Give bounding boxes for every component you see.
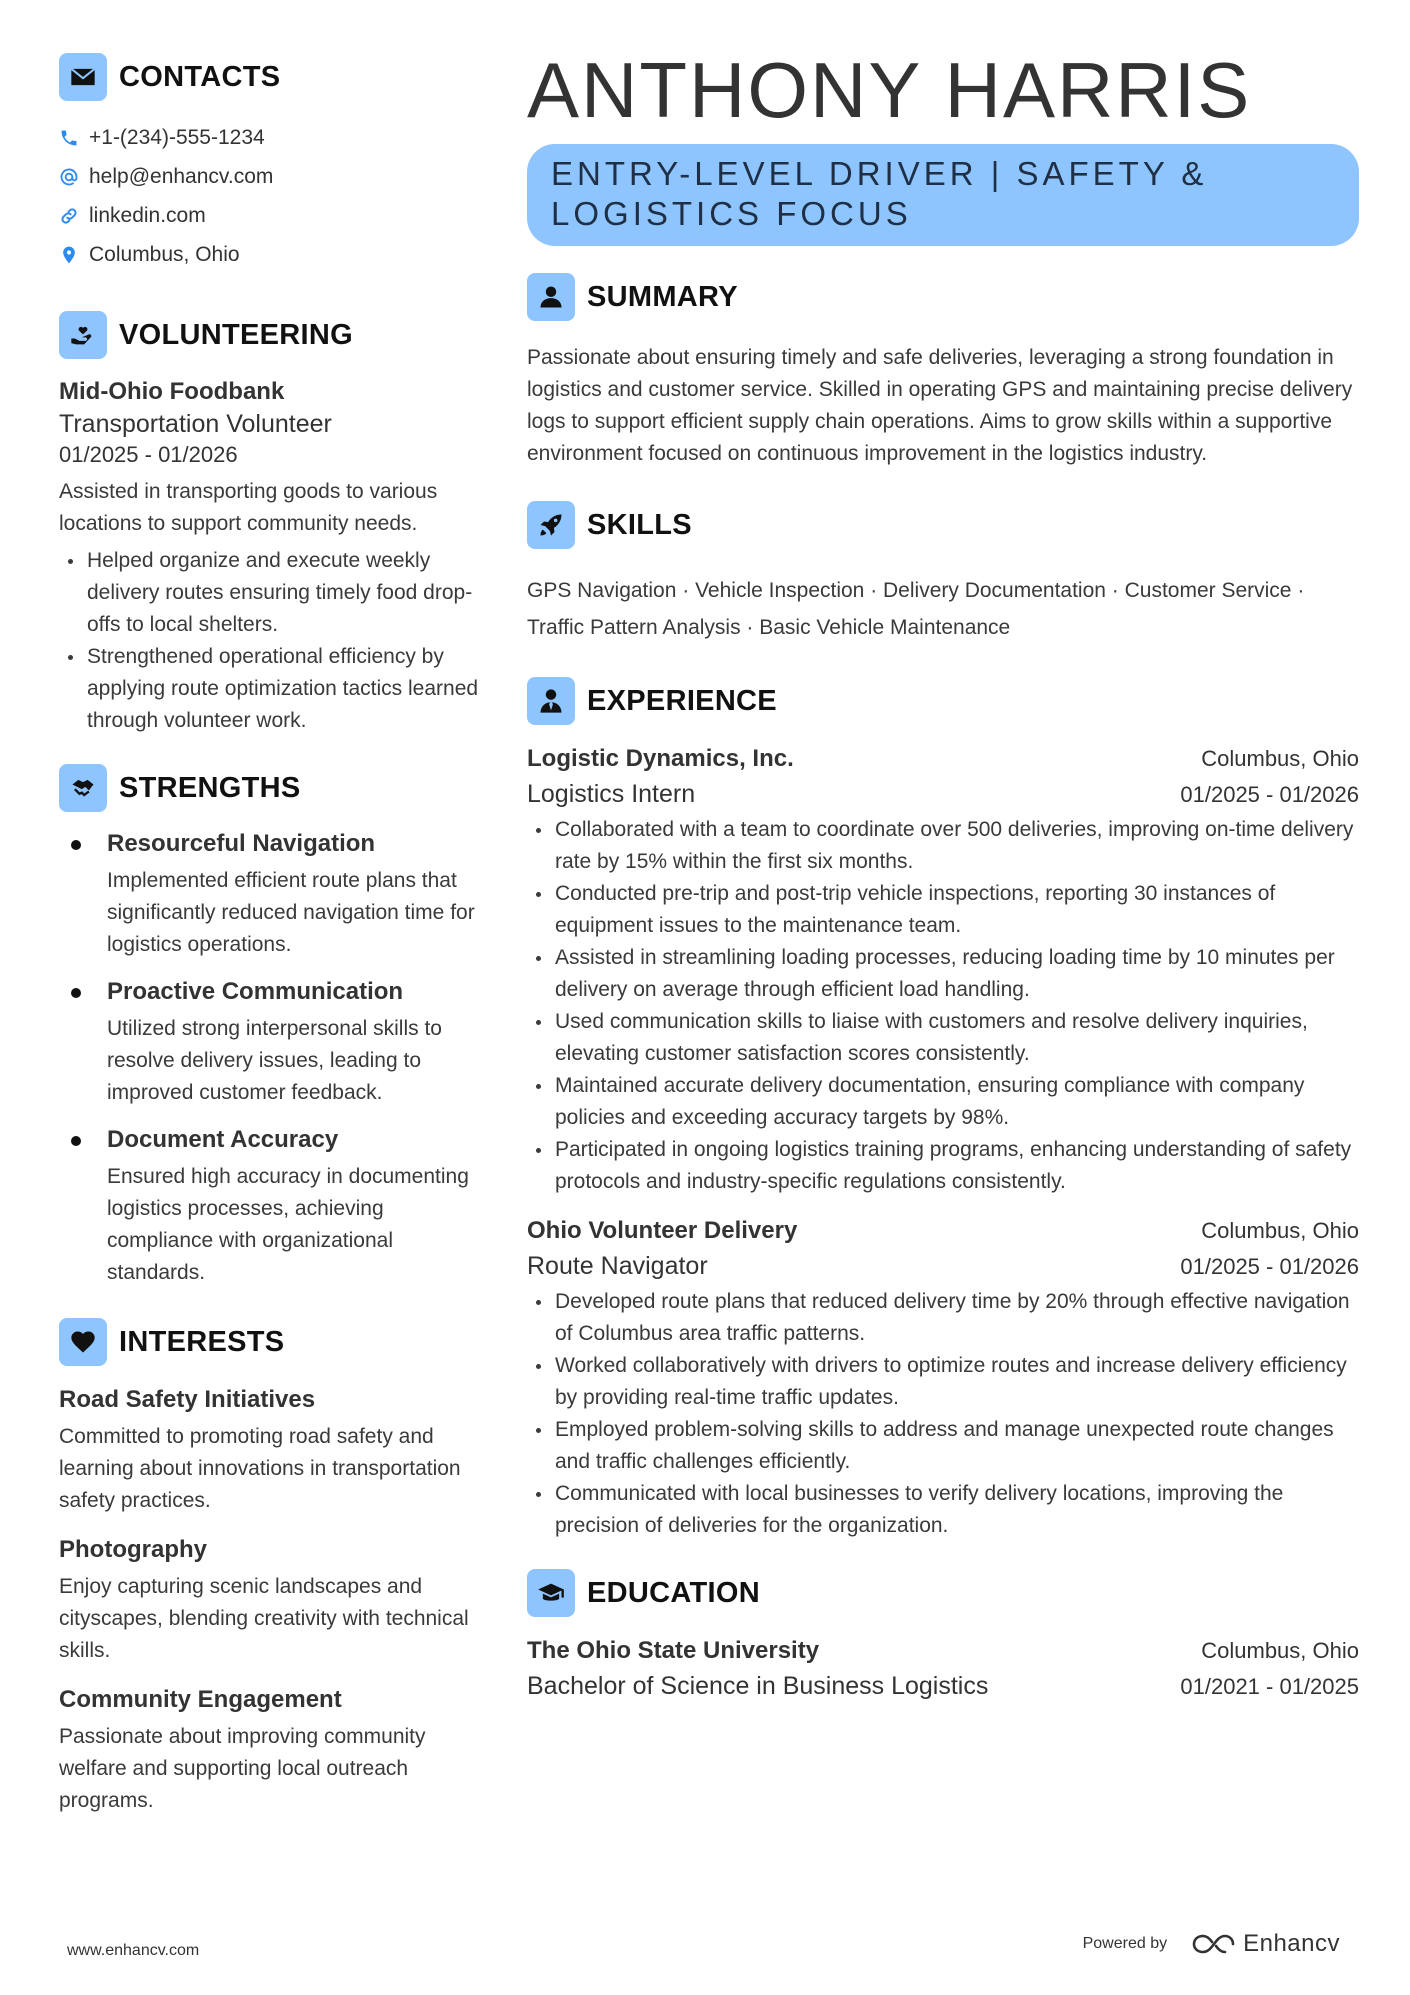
interest-description: Committed to promoting road safety and learning about innovations in transportation safety practices. <box>59 1425 461 1512</box>
job-row <box>527 776 1359 812</box>
education-degree: Bachelor of Science in Business Logistics <box>527 1672 989 1700</box>
contact-linkedin-text: linkedin.com <box>89 203 206 227</box>
interest-item <box>59 1683 479 1817</box>
hand-heart-icon <box>59 311 107 359</box>
job-title: Logistics Intern <box>527 780 696 808</box>
map-pin-icon <box>59 245 89 265</box>
list-item: Conducted pre-trip and post-trip vehicle inspections, reporting 30 instances of equipment issues to the maintenance team. <box>527 878 1359 942</box>
strengths-section <box>59 763 479 1289</box>
job-company: Ohio Volunteer Delivery <box>527 1217 798 1244</box>
section-title: INTERESTS <box>119 1325 285 1358</box>
skills-header <box>527 500 1359 550</box>
strength-title: Proactive Communication <box>59 975 479 1009</box>
volunteer-description: Assisted in transporting goods to various locations to support community needs. <box>59 480 438 535</box>
list-item: Assisted in streamlining loading processes, reducing loading time by 10 minutes per delivery on average through efficient load handling. <box>527 942 1359 1006</box>
section-title: SUMMARY <box>587 280 738 313</box>
education-header <box>527 1568 1359 1618</box>
list-item: Developed route plans that reduced delivery time by 20% through effective navigation of Columbus area traffic patterns. <box>527 1286 1359 1350</box>
education-school: The Ohio State University <box>527 1637 820 1664</box>
footer-website-link[interactable]: www.enhancv.com <box>67 1942 200 1959</box>
interest-description: Enjoy capturing scenic landscapes and cityscapes, blending creativity with technical skills. <box>59 1575 469 1662</box>
volunteer-dates: 01/2025 - 01/2026 <box>59 442 238 467</box>
left-column <box>59 52 479 1817</box>
phone-icon <box>59 128 89 148</box>
volunteering-section <box>59 310 479 737</box>
volunteer-role: Transportation Volunteer <box>59 410 332 438</box>
education-row <box>527 1668 1359 1704</box>
rocket-icon <box>527 501 575 549</box>
section-title: VOLUNTEERING <box>119 318 353 351</box>
job-bullets <box>527 1286 1359 1542</box>
volunteering-header <box>59 310 479 360</box>
skills-line: Traffic Pattern Analysis · Basic Vehicle Maintenance <box>527 616 1011 639</box>
powered-by-label: Powered by <box>1082 1935 1168 1952</box>
list-item: Employed problem-solving skills to address and manage unexpected route changes and traffic challenges efficiently. <box>527 1414 1359 1478</box>
strength-description: Utilized strong interpersonal skills to resolve delivery issues, leading to improved customer feedback. <box>107 1017 442 1104</box>
section-title: CONTACTS <box>119 60 281 93</box>
interests-header <box>59 1317 479 1367</box>
contact-linkedin[interactable] <box>59 196 479 235</box>
job-entry <box>527 1214 1359 1542</box>
education-row <box>527 1634 1359 1668</box>
interest-title: Community Engagement <box>59 1686 342 1713</box>
skills-line: GPS Navigation · Vehicle Inspection · Delivery Documentation · Customer Service · <box>527 579 1305 602</box>
footer-powered-by[interactable] <box>1083 1930 1340 1958</box>
contact-email[interactable] <box>59 157 479 196</box>
education-entry <box>527 1634 1359 1704</box>
summary-section <box>527 272 1359 470</box>
job-dates: 01/2025 - 01/2026 <box>1180 1254 1359 1279</box>
volunteer-org: Mid-Ohio Foodbank <box>59 378 285 405</box>
strength-item <box>59 827 479 961</box>
job-dates: 01/2025 - 01/2026 <box>1180 782 1359 807</box>
handshake-icon <box>59 764 107 812</box>
enhancv-logo-icon <box>1191 1931 1237 1957</box>
list-item: Used communication skills to liaise with customers and resolve delivery inquiries, elevating customer satisfaction scores consistently. <box>527 1006 1359 1070</box>
enhancv-logo <box>1191 1930 1340 1958</box>
strengths-header <box>59 763 479 813</box>
contact-email-text: help@enhancv.com <box>89 164 274 188</box>
brand-name: Enhancv <box>1243 1930 1340 1957</box>
contact-list <box>59 118 479 274</box>
skills-list <box>527 572 1359 646</box>
job-row <box>527 742 1359 776</box>
contacts-section <box>59 52 479 274</box>
job-row <box>527 1214 1359 1248</box>
interest-description: Passionate about improving community welfare and supporting local outreach programs. <box>59 1725 426 1812</box>
strength-title: Resourceful Navigation <box>59 827 479 861</box>
volunteer-bullets <box>59 545 479 737</box>
summary-header <box>527 272 1359 322</box>
interest-item <box>59 1533 479 1667</box>
candidate-name: ANTHONY HARRIS <box>527 46 1252 134</box>
interests-section <box>59 1317 479 1817</box>
contact-phone[interactable] <box>59 118 479 157</box>
list-item: Participated in ongoing logistics training programs, enhancing understanding of safety protocols and industry-specific regulations consistently. <box>527 1134 1359 1198</box>
job-entry <box>527 742 1359 1198</box>
briefcase-user-icon <box>527 677 575 725</box>
contacts-header <box>59 52 479 102</box>
link-icon <box>59 206 89 226</box>
job-bullets <box>527 814 1359 1198</box>
job-location: Columbus, Ohio <box>1201 746 1359 771</box>
job-company: Logistic Dynamics, Inc. <box>527 745 794 772</box>
list-item: Communicated with local businesses to verify delivery locations, improving the precision of deliveries for the organization. <box>527 1478 1359 1542</box>
summary-text: Passionate about ensuring timely and safe deliveries, leveraging a strong foundation in logistics and customer service. Skilled in operating GPS and maintaining precise delivery logs to support efficient supply chain operations. Aims to grow skills within a supportive environment focused on continuous improvement in the logistics industry. <box>527 346 1353 465</box>
strength-title: Document Accuracy <box>59 1123 479 1157</box>
user-icon <box>527 273 575 321</box>
education-dates: 01/2021 - 01/2025 <box>1180 1674 1359 1699</box>
envelope-icon <box>59 53 107 101</box>
list-item: Maintained accurate delivery documentation, ensuring compliance with company policies and exceeding accuracy targets by 98%. <box>527 1070 1359 1134</box>
list-item: Strengthened operational efficiency by applying route optimization tactics learned through volunteer work. <box>59 641 479 737</box>
list-item: Helped organize and execute weekly delivery routes ensuring timely food drop-offs to local shelters. <box>59 545 479 641</box>
contact-location <box>59 235 479 274</box>
heart-icon <box>59 1318 107 1366</box>
interest-item <box>59 1383 479 1517</box>
education-section <box>527 1568 1359 1704</box>
education-location: Columbus, Ohio <box>1201 1638 1359 1663</box>
tagline-line: ENTRY-LEVEL DRIVER | SAFETY & <box>551 155 1208 192</box>
job-title: Route Navigator <box>527 1252 708 1280</box>
graduation-cap-icon <box>527 1569 575 1617</box>
section-title: EXPERIENCE <box>587 684 777 717</box>
section-title: EDUCATION <box>587 1576 760 1609</box>
contact-location-text: Columbus, Ohio <box>89 242 240 266</box>
tagline-banner <box>527 144 1359 246</box>
strength-item <box>59 1123 479 1289</box>
section-title: SKILLS <box>587 508 692 541</box>
interest-title: Road Safety Initiatives <box>59 1386 316 1413</box>
strength-description: Ensured high accuracy in documenting logistics processes, achieving compliance with organizational standards. <box>107 1165 469 1284</box>
section-title: STRENGTHS <box>119 771 301 804</box>
strength-description: Implemented efficient route plans that significantly reduced navigation time for logistics operations. <box>107 869 475 956</box>
tagline-line: LOGISTICS FOCUS <box>551 195 912 232</box>
interest-title: Photography <box>59 1536 207 1563</box>
contact-phone-text: +1-(234)-555-1234 <box>89 125 265 149</box>
right-column <box>527 46 1359 1704</box>
job-location: Columbus, Ohio <box>1201 1218 1359 1243</box>
job-row <box>527 1248 1359 1284</box>
experience-section <box>527 676 1359 1542</box>
experience-header <box>527 676 1359 726</box>
strength-item <box>59 975 479 1109</box>
list-item: Worked collaboratively with drivers to optimize routes and increase delivery efficiency by providing real-time traffic updates. <box>527 1350 1359 1414</box>
list-item: Collaborated with a team to coordinate over 500 deliveries, improving on-time delivery rate by 15% within the first six months. <box>527 814 1359 878</box>
at-sign-icon <box>59 167 89 187</box>
skills-section <box>527 500 1359 646</box>
